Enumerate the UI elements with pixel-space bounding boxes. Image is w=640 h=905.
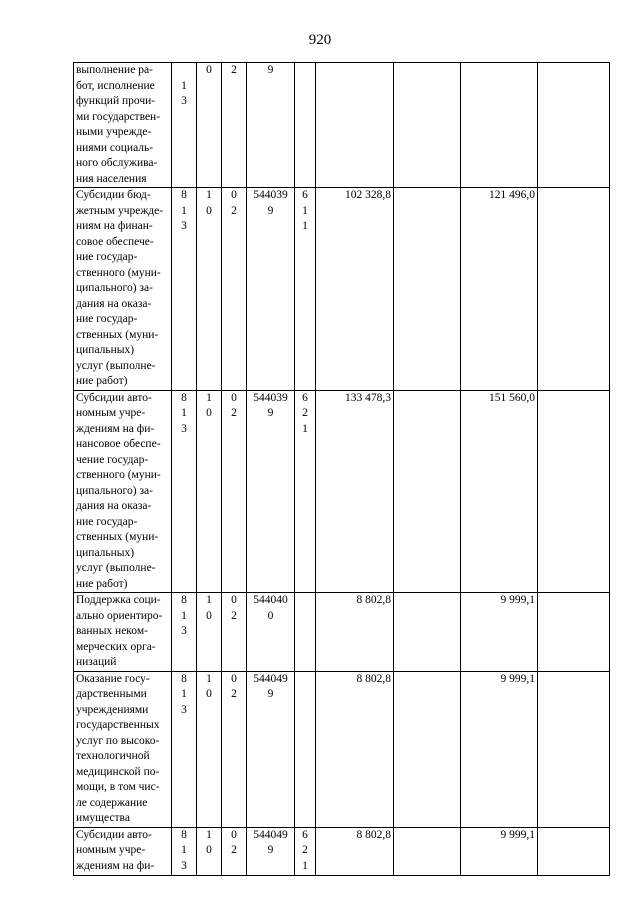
cell-line: дарственными (76, 688, 147, 700)
subsection-code-cell (222, 188, 247, 391)
cell-line: 0 (231, 828, 237, 841)
cell-line: имущества (76, 812, 130, 824)
cell-line: 544049 (253, 672, 288, 685)
cell-line: 9 999,1 (500, 672, 535, 685)
cell-line: 3 (181, 95, 187, 107)
cell-line: 3 (181, 422, 187, 435)
cell-line: 2 (231, 64, 237, 76)
amount-cell-2 (394, 671, 461, 827)
table-row (74, 188, 610, 391)
subsection-code-cell (222, 671, 247, 827)
cell-line: 6 (302, 391, 308, 404)
cell-line: 3 (181, 220, 187, 232)
cell-line: услуг (выполне- (76, 562, 156, 574)
cell-line: 0 (206, 64, 212, 76)
cell-line: ждениям на фи- (76, 422, 155, 435)
cell-line: 8 802,8 (356, 594, 391, 606)
amount-cell-1 (316, 63, 394, 188)
cell-line: ально ориентиро- (76, 609, 163, 622)
amount-cell-3 (461, 188, 538, 391)
cell-line: ле содержание (76, 796, 148, 809)
cell-line: 0 (206, 688, 212, 700)
cell-line: 0 (206, 609, 212, 622)
cell-line: 3 (181, 703, 187, 716)
article-code-cell (247, 188, 295, 391)
cell-line: 8 (181, 594, 187, 606)
cell-line: низаций (76, 656, 117, 668)
cell-line: 3 (181, 625, 187, 637)
subsection-code-cell (222, 827, 247, 875)
cell-line: номным учре- (76, 407, 146, 419)
amount-cell-1 (316, 827, 394, 875)
cell-line: 1 (181, 79, 187, 92)
cell-line: 0 (206, 407, 212, 419)
amount-cell-1 (316, 188, 394, 391)
ministry-code-cell (172, 671, 197, 827)
cell-line: Субсидии авто- (76, 828, 152, 841)
cell-line: 9 (267, 688, 274, 700)
cell-line: 8 802,8 (356, 672, 391, 685)
cell-line: 9 (267, 844, 274, 856)
cell-line: дания на оказа- (76, 500, 152, 512)
article-code-cell (247, 671, 295, 827)
table-row (74, 827, 610, 875)
amount-cell-1 (316, 390, 394, 593)
cell-line: 151 560,0 (489, 391, 535, 404)
amount-cell-4 (538, 188, 610, 391)
cell-line: 8 (181, 828, 187, 841)
cell-line: 2 (231, 688, 237, 700)
cell-line: услуг (выполне- (76, 359, 156, 372)
cell-line: 1 (302, 859, 308, 872)
cell-line: 2 (231, 407, 237, 419)
cell-line: нансовое обеспе- (76, 438, 161, 450)
cell-line: ципальных) (76, 344, 135, 356)
cell-line: ния населения (76, 172, 147, 185)
cell-line: ципальных) (76, 546, 135, 559)
expense-type-code-cell (295, 188, 316, 391)
cell-line: 2 (302, 844, 308, 856)
expense-type-code-cell (295, 671, 316, 827)
cell-line: 3 (181, 859, 187, 872)
cell-line: дания на оказа- (76, 297, 152, 310)
cell-line: технологичной (76, 750, 150, 762)
cell-line: 1 (206, 672, 212, 685)
cell-line: Субсидии бюд- (76, 189, 151, 201)
cell-line: ципального) за- (76, 282, 153, 294)
subsection-code-cell (222, 593, 247, 672)
cell-line: Поддержка соци- (76, 594, 161, 606)
cell-line: 544039 (253, 189, 288, 201)
cell-line: ственных (муни- (76, 531, 159, 543)
amount-cell-1 (316, 593, 394, 672)
ministry-code-cell (172, 390, 197, 593)
cell-line: бот, исполнение (76, 79, 155, 92)
cell-line: Оказание госу- (76, 672, 150, 685)
subsection-code-cell (222, 390, 247, 593)
cell-line: государственных (76, 719, 160, 731)
cell-line: ждениям на фи- (76, 859, 155, 872)
cell-line: 0 (206, 844, 212, 856)
section-code-cell (197, 827, 222, 875)
amount-cell-4 (538, 671, 610, 827)
cell-line: 1 (302, 220, 308, 232)
cell-line: 9 999,1 (500, 594, 535, 606)
cell-line: 102 328,8 (345, 189, 391, 201)
ministry-code-cell (172, 593, 197, 672)
cell-line: 8 802,8 (356, 828, 391, 841)
ministry-code-cell (172, 827, 197, 875)
section-code-cell (197, 671, 222, 827)
cell-line: 1 (302, 422, 308, 435)
cell-line: 1 (206, 391, 212, 404)
cell-line: 0 (231, 391, 237, 404)
table-row (74, 671, 610, 827)
cell-line: ного обслужива- (76, 157, 158, 169)
cell-line: 2 (231, 844, 237, 856)
section-code-cell (197, 188, 222, 391)
cell-line: 1 (181, 609, 187, 622)
cell-line: номным учре- (76, 844, 146, 856)
amount-cell-4 (538, 63, 610, 188)
cell-line: чение государ- (76, 453, 149, 466)
cell-line: ние государ- (76, 251, 138, 263)
expense-type-code-cell (295, 63, 316, 188)
amount-cell-4 (538, 390, 610, 593)
table-row (74, 63, 610, 188)
cell-line: ниями социаль- (76, 141, 154, 154)
cell-line: 0 (231, 189, 237, 201)
amount-cell-2 (394, 593, 461, 672)
article-code-cell (247, 63, 295, 188)
cell-line: ние государ- (76, 515, 138, 528)
expense-name-cell (74, 390, 172, 593)
amount-cell-2 (394, 390, 461, 593)
cell-line: ципального) за- (76, 484, 153, 497)
amount-cell-3 (461, 63, 538, 188)
expense-name-cell (74, 63, 172, 188)
cell-line: 2 (231, 204, 237, 217)
table-row (74, 390, 610, 593)
amount-cell-4 (538, 827, 610, 875)
cell-line: 8 (181, 672, 187, 685)
cell-line: медицинской по- (76, 765, 160, 778)
cell-line: 133 478,3 (345, 391, 391, 404)
cell-line: 544040 (253, 594, 288, 606)
cell-line: 8 (181, 391, 187, 404)
cell-line: 9 (267, 204, 274, 217)
article-code-cell (247, 390, 295, 593)
cell-line: 6 (302, 828, 308, 841)
cell-line: жетным учрежде- (76, 204, 164, 217)
cell-line: 1 (206, 594, 212, 606)
cell-line: 2 (231, 609, 237, 622)
cell-line: выполнение ра- (76, 64, 153, 76)
cell-line: 0 (267, 609, 274, 622)
table-row (74, 593, 610, 672)
cell-line: 1 (181, 204, 187, 217)
cell-line: учреждениями (76, 703, 149, 716)
section-code-cell (197, 63, 222, 188)
expense-type-code-cell (295, 390, 316, 593)
cell-line: 0 (231, 594, 237, 606)
cell-line: 121 496,0 (489, 189, 535, 201)
cell-line: функций прочи- (76, 95, 156, 107)
cell-line: 0 (231, 672, 237, 685)
expense-name-cell (74, 827, 172, 875)
cell-line: ние государ- (76, 313, 138, 325)
cell-line (175, 63, 193, 79)
cell-line: 1 (302, 204, 308, 217)
cell-line: 0 (206, 204, 212, 217)
cell-line: 8 (181, 189, 187, 201)
amount-cell-3 (461, 390, 538, 593)
cell-line: 6 (302, 189, 308, 201)
cell-line: 1 (181, 688, 187, 700)
cell-line: 544049 (253, 828, 288, 841)
expense-type-code-cell (295, 827, 316, 875)
cell-line: ние работ) (76, 577, 128, 590)
page-number: 920 (308, 32, 332, 48)
expense-type-code-cell (295, 593, 316, 672)
cell-line: 9 (267, 407, 274, 419)
amount-cell-2 (394, 63, 461, 188)
cell-line: 1 (181, 844, 187, 856)
cell-line: 9 (267, 64, 274, 76)
cell-line: 2 (302, 407, 308, 419)
budget-table (73, 62, 610, 876)
cell-line: 9 999,1 (500, 828, 535, 841)
cell-line: ми государствен- (76, 110, 161, 123)
article-code-cell (247, 593, 295, 672)
ministry-code-cell (172, 63, 197, 188)
cell-line: ными учрежде- (76, 126, 152, 138)
cell-line: совое обеспече- (76, 235, 154, 248)
cell-line: ванных неком- (76, 625, 148, 637)
cell-line: Субсидии авто- (76, 391, 152, 404)
cell-line: мерческих орга- (76, 640, 156, 653)
cell-line: ние работ) (76, 375, 128, 387)
article-code-cell (247, 827, 295, 875)
subsection-code-cell (222, 63, 247, 188)
ministry-code-cell (172, 188, 197, 391)
expense-name-cell (74, 671, 172, 827)
cell-line: мощи, в том чис- (76, 781, 160, 793)
cell-line: 1 (181, 407, 187, 419)
section-code-cell (197, 593, 222, 672)
cell-line: ственных (муни- (76, 328, 159, 341)
amount-cell-3 (461, 671, 538, 827)
cell-line: услуг по высоко- (76, 734, 160, 747)
cell-line: ственного (муни- (76, 469, 161, 481)
expense-name-cell (74, 188, 172, 391)
amount-cell-3 (461, 827, 538, 875)
cell-line: ственного (муни- (76, 266, 161, 279)
cell-line: 544039 (253, 391, 288, 404)
cell-line: 1 (206, 189, 212, 201)
amount-cell-1 (316, 671, 394, 827)
expense-name-cell (74, 593, 172, 672)
amount-cell-3 (461, 593, 538, 672)
cell-line: ниям на финан- (76, 220, 153, 232)
amount-cell-2 (394, 827, 461, 875)
cell-line: 1 (206, 828, 212, 841)
amount-cell-2 (394, 188, 461, 391)
section-code-cell (197, 390, 222, 593)
amount-cell-4 (538, 593, 610, 672)
